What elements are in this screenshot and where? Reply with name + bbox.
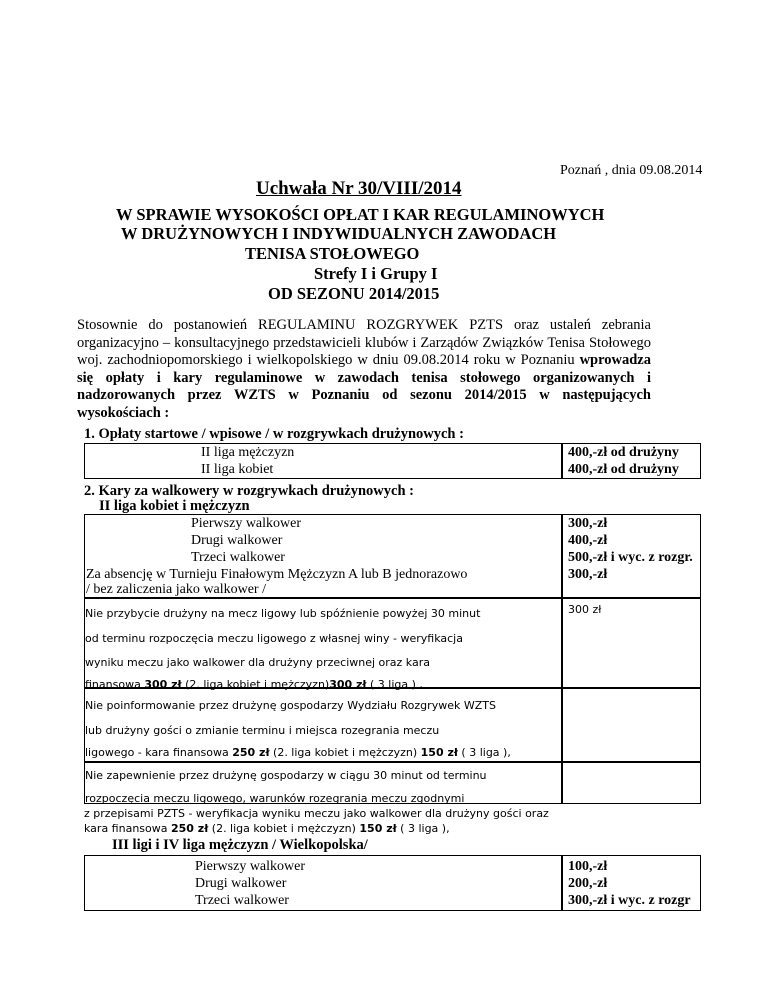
walkover-amount-2: 400,-zł xyxy=(568,533,608,548)
walkover2-amount-cell xyxy=(562,855,701,911)
section-2-subheading: II liga kobiet i mężczyzn xyxy=(99,498,250,514)
walkover2-label-cell xyxy=(84,855,562,911)
walkover2-label-2: Drugi walkower xyxy=(195,876,287,891)
absence-line-1: Za absencję w Turnieju Finałowym Mężczyzn A lub B jednorazowo xyxy=(86,567,468,582)
notice-line-3: ligowego - kara finansowa 250 zł (2. liga kobiet i mężczyzn) 150 zł ( 3 liga ), xyxy=(85,746,511,759)
section-1-heading: 1. Opłaty startowe / wpisowe / w rozgrywkach drużynowych : xyxy=(84,426,464,442)
absence-amount: 300,-zł xyxy=(568,567,608,582)
subtitle-line-5: OD SEZONU 2014/2015 xyxy=(268,284,440,303)
resolution-title: Uchwała Nr 30/VIII/2014 xyxy=(256,178,462,199)
conditions-line-3: z przepisami PZTS - weryfikacja wyniku meczu jako walkower dla drużyny gości oraz xyxy=(84,807,549,820)
walkover-amount-3: 500,-zł i wyc. z rozgr. xyxy=(568,550,693,565)
intro-bold-text: wprowadza się opłaty i kary regulaminowe w zawodach tenisa stołowego organizowanych i nadzorowanych przez WZTS w Poznaniu od sezonu 2014/2015 w następujących wysokościach : xyxy=(77,352,651,421)
subtitle-line-1: W SPRAWIE WYSOKOŚCI OPŁAT I KAR REGULAMINOWYCH xyxy=(116,205,605,224)
walkover2-label-3: Trzeci walkower xyxy=(195,893,289,908)
conditions-line-1: Nie zapewnienie przez drużynę gospodarzy w ciągu 30 minut od terminu xyxy=(85,769,487,782)
conditions-amount-cell xyxy=(562,762,701,804)
walkover-label-2: Drugi walkower xyxy=(191,533,283,548)
intro-paragraph xyxy=(77,317,651,422)
walkover-amount-cell xyxy=(562,514,701,598)
fee-label-women: II liga kobiet xyxy=(201,462,274,477)
fee-amount-men: 400,-zł od drużyny xyxy=(568,445,679,460)
document-date: Poznań , dnia 09.08.2014 xyxy=(560,163,703,178)
subtitle-line-2: W DRUŻYNOWYCH I INDYWIDUALNYCH ZAWODACH xyxy=(121,224,557,243)
conditions-line-2: rozpoczęcia meczu ligowego, warunków rozegrania meczu zgodnymi xyxy=(85,792,465,805)
conditions-cell xyxy=(84,762,562,804)
late-line-3: wyniku meczu jako walkower dla drużyny przeciwnej oraz kara xyxy=(85,656,430,669)
section-2-subheading-2: III ligi i IV liga mężczyzn / Wielkopolska/ xyxy=(112,837,368,853)
late-line-1: Nie przybycie drużyny na mecz ligowy lub spóźnienie powyżej 30 minut xyxy=(85,607,481,620)
section-1-label-cell xyxy=(84,443,562,479)
intro-text: Stosownie do postanowień REGULAMINU ROZGRYWEK PZTS oraz ustaleń zebrania organizacyjno – konsultacyjnego przedstawicieli klubów i Zarządów Związków Tenisa Stołowego woj. zachodniopomorskiego i wielkopolskiego w dniu 09.08.2014 roku w Poznaniu xyxy=(77,317,651,368)
notice-line-1: Nie poinformowanie przez drużynę gospodarzy Wydziału Rozgrywek WZTS xyxy=(85,699,496,712)
late-line-4: finansowa 300 zł (2. liga kobiet i mężczyzn)300 zł ( 3 liga ) , xyxy=(85,678,423,691)
walkover2-label-1: Pierwszy walkower xyxy=(195,859,306,874)
walkover-label-3: Trzeci walkower xyxy=(191,550,285,565)
notice-line-2: lub drużyny gości o zmianie terminu i miejsca rozegrania meczu xyxy=(85,724,440,737)
late-line-2: od terminu rozpoczęcia meczu ligowego z własnej winy - weryfikacja xyxy=(85,632,463,645)
notice-amount-cell xyxy=(562,688,701,762)
late-amount: 300 zł xyxy=(568,603,602,616)
walkover-amount-1: 300,-zł xyxy=(568,516,608,531)
walkover-label-cell xyxy=(84,514,562,598)
conditions-line-4: kara finansowa 250 zł (2. liga kobiet i mężczyzn) 150 zł ( 3 liga ), xyxy=(84,822,450,835)
section-2-heading: 2. Kary za walkowery w rozgrywkach drużynowych : xyxy=(84,483,414,499)
absence-line-2: / bez zaliczenia jako walkower / xyxy=(86,582,266,597)
fee-amount-women: 400,-zł od drużyny xyxy=(568,462,679,477)
late-amount-cell xyxy=(562,598,701,688)
walkover-label-1: Pierwszy walkower xyxy=(191,516,302,531)
fee-label-men: II liga mężczyzn xyxy=(201,445,295,460)
section-1-amount-cell xyxy=(562,443,701,479)
late-arrival-cell xyxy=(84,598,562,691)
subtitle-line-3: TENISA STOŁOWEGO xyxy=(245,244,420,263)
subtitle-line-4: Strefy I i Grupy I xyxy=(314,264,438,283)
walkover2-amount-1: 100,-zł xyxy=(568,859,608,874)
walkover2-amount-3: 300,-zł i wyc. z rozgr xyxy=(568,893,691,908)
walkover2-amount-2: 200,-zł xyxy=(568,876,608,891)
notice-cell xyxy=(84,688,562,762)
